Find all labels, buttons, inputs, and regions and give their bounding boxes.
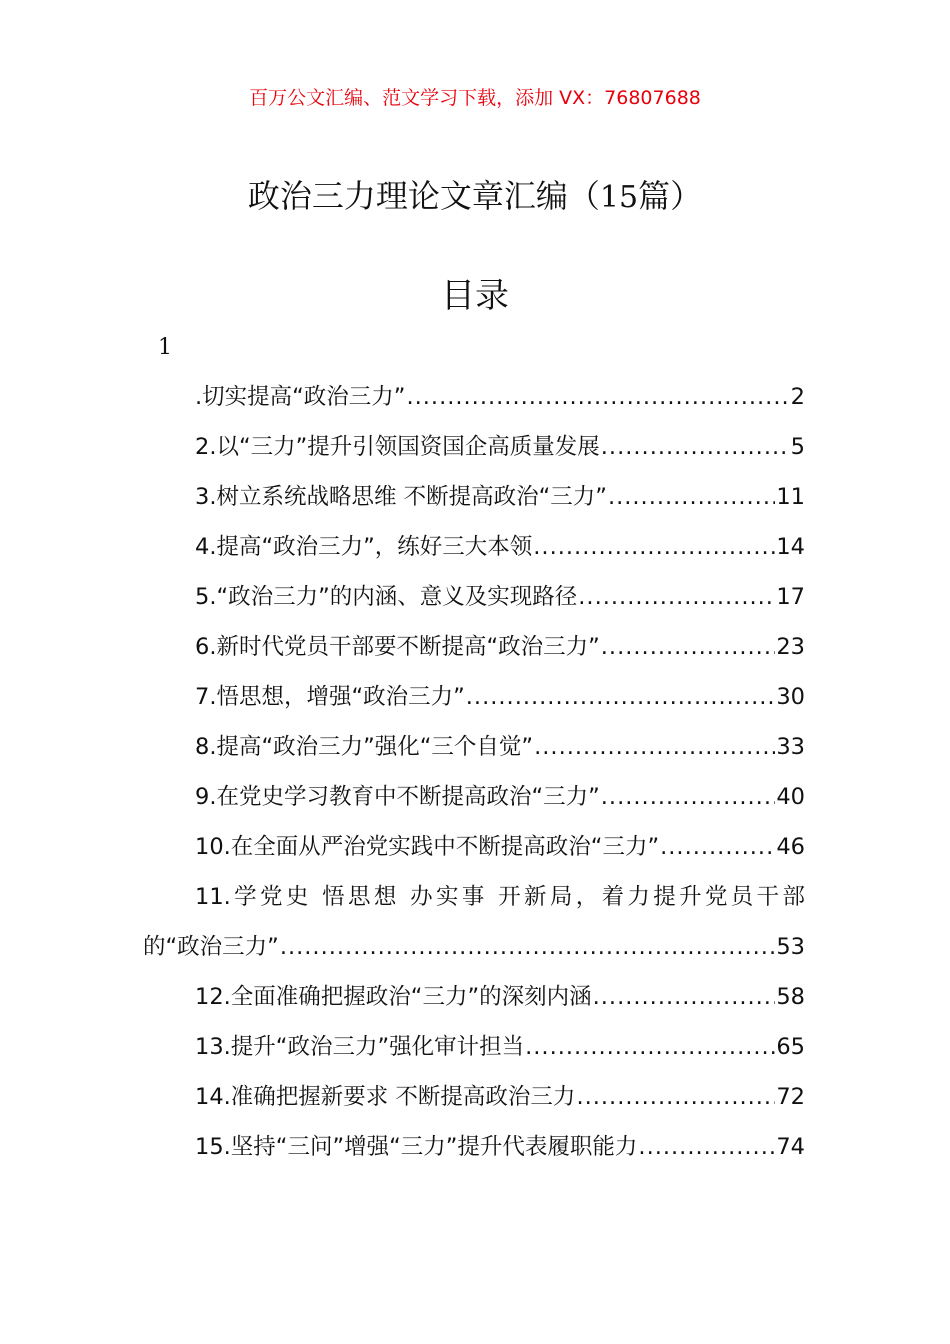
toc-dot-leader: [601, 622, 776, 672]
toc-entry-page: 65: [776, 1034, 805, 1060]
toc-entry-title: 3.树立系统战略思维 不断提高政治“三力”: [195, 484, 607, 510]
toc-entry-title: .切实提高“政治三力”: [195, 384, 406, 410]
toc-entry-title: 2.以“三力”提升引领国资国企高质量发展: [195, 434, 600, 460]
toc-dot-leader: [608, 472, 775, 522]
toc-entry[interactable]: [143, 422, 805, 472]
toc-entry[interactable]: [143, 572, 805, 622]
document-title-suffix: 篇）: [638, 177, 703, 215]
toc-dot-leader: [534, 722, 775, 772]
toc-entry-page: 2: [790, 384, 805, 410]
toc-entry[interactable]: [143, 1122, 805, 1172]
stray-number: 1: [158, 335, 172, 360]
toc-entry-title: 8.提高“政治三力”强化“三个自觉”: [195, 734, 534, 760]
toc-entry[interactable]: [143, 622, 805, 672]
toc-entry-title: 12.全面准确把握政治“三力”的深刻内涵: [195, 984, 592, 1010]
toc-entry-line2: [143, 922, 805, 972]
toc-entry-title: 15.坚持“三问”增强“三力”提升代表履职能力: [195, 1134, 638, 1160]
toc-entry-title: 7.悟思想，增强“政治三力”: [195, 684, 465, 710]
toc-dot-leader: [578, 572, 775, 622]
toc-dot-leader: [601, 772, 776, 822]
toc-dot-leader: [406, 372, 789, 422]
table-of-contents: [143, 372, 805, 1172]
toc-entry[interactable]: [143, 372, 805, 422]
toc-entry[interactable]: [143, 672, 805, 722]
toc-entry[interactable]: [143, 472, 805, 522]
watermark-banner: 百万公文汇编、范文学习下载，添加 VX：76807688: [249, 87, 701, 109]
toc-entry[interactable]: [143, 722, 805, 772]
toc-entry-page: 53: [776, 934, 805, 960]
toc-entry-page: 11: [776, 484, 805, 510]
toc-heading: 目录: [441, 276, 509, 316]
document-title-main: 政治三力理论文章汇编（: [247, 177, 600, 215]
toc-dot-leader: [593, 972, 776, 1022]
toc-entry-title: 6.新时代党员干部要不断提高“政治三力”: [195, 634, 600, 660]
toc-entry-title: 13.提升“政治三力”强化审计担当: [195, 1034, 525, 1060]
toc-entry-page: 23: [776, 634, 805, 660]
toc-dot-leader: [576, 1072, 775, 1122]
toc-dot-leader: [466, 672, 776, 722]
toc-entry-page: 33: [776, 734, 805, 760]
toc-entry-page: 72: [776, 1084, 805, 1110]
toc-entry-page: 14: [776, 534, 805, 560]
toc-entry[interactable]: [143, 772, 805, 822]
toc-entry[interactable]: [143, 1072, 805, 1122]
toc-entry-title: 5.“政治三力”的内涵、意义及实现路径: [195, 584, 578, 610]
toc-entry[interactable]: [143, 972, 805, 1022]
toc-dot-leader: [660, 822, 775, 872]
toc-entry-page: 5: [790, 434, 805, 460]
toc-entry-title: 9.在党史学习教育中不断提高政治“三力”: [195, 784, 600, 810]
toc-dot-leader: [533, 522, 775, 572]
toc-entry[interactable]: [143, 522, 805, 572]
toc-entry[interactable]: [143, 1022, 805, 1072]
document-title: [0, 170, 950, 224]
toc-entry[interactable]: [143, 872, 805, 972]
toc-entry[interactable]: [143, 822, 805, 872]
toc-dot-leader: [525, 1022, 775, 1072]
toc-entry-page: 17: [776, 584, 805, 610]
toc-entry-page: 40: [776, 784, 805, 810]
toc-entry-page: 30: [776, 684, 805, 710]
toc-entry-page: 46: [776, 834, 805, 860]
toc-entry-title: 4.提高“政治三力”，练好三大本领: [195, 534, 533, 560]
toc-dot-leader: [280, 922, 776, 972]
toc-entry-title-line1: 11.学党史 悟思想 办实事 开新局，着力提升党员干部: [195, 884, 805, 910]
toc-dot-leader: [638, 1122, 775, 1172]
toc-dot-leader: [601, 422, 790, 472]
toc-entry-title-line2: 的“政治三力”: [143, 934, 279, 960]
toc-entry-page: 58: [776, 984, 805, 1010]
toc-entry-page: 74: [776, 1134, 805, 1160]
document-title-count: 15: [599, 180, 639, 215]
toc-entry-title: 14.准确把握新要求 不断提高政治三力: [195, 1084, 576, 1110]
toc-entry-title: 10.在全面从严治党实践中不断提高政治“三力”: [195, 834, 660, 860]
